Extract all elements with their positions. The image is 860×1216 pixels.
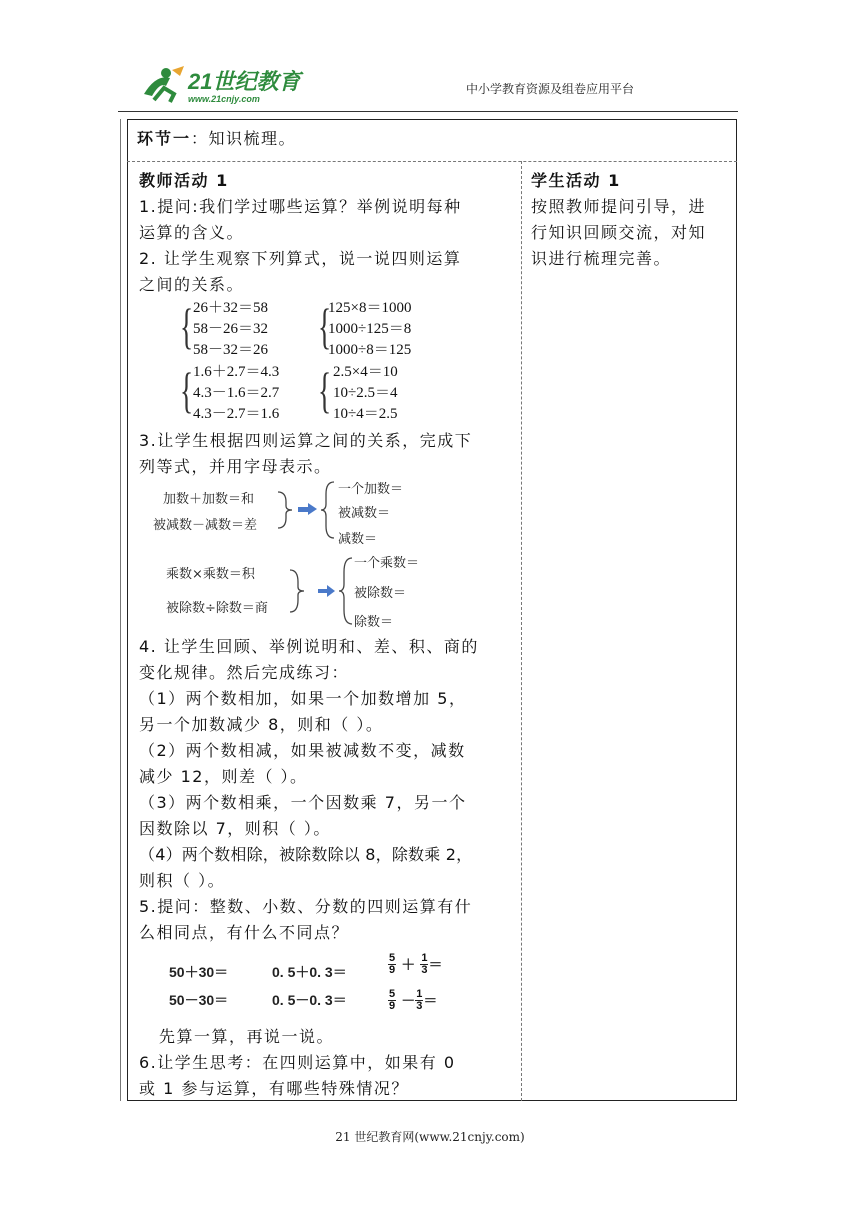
exercise-line: （1）两个数相加，如果一个加数增加 5， [139,689,467,708]
fraction: $\frac{5}{9}$ [389,988,396,1012]
equation: 4.3－2.7＝1.6 [193,406,280,422]
exercise-line: 另一个加数减少 8，则和（ ）。 [139,715,384,734]
platform-name: 中小学教育资源及组卷应用平台 [466,82,635,96]
equation: 10÷2.5＝4 [333,385,398,401]
q4-line: 变化规律。然后完成练习： [139,663,350,682]
equation-group [328,298,411,361]
equals-sign: ＝ [423,992,438,1009]
equation: 2.5×4＝10 [333,364,398,380]
equation-group [333,362,398,425]
minus-sign: － [401,992,416,1009]
equation-group [193,362,279,425]
table-outer-line [120,119,121,1101]
table-row-divider [127,161,737,162]
calc-expression: 50＋30＝ [169,964,229,980]
question-3 [139,428,517,480]
equals-sign: ＝ [428,956,443,973]
q4-line: 4. 让学生回顾、举例说明和、差、积、商的 [139,637,479,656]
calc-expression: 0. 5＋0. 3＝ [272,964,347,980]
q3-line: 3.让学生根据四则运算之间的关系，完成下 [139,431,473,450]
teacher-activity-heading: 教师活动 1 [139,171,229,190]
equation: 1000÷8＝125 [328,342,412,358]
exercise-line: （4）两个数相除，被除数除以 8，除数乘 2， [139,845,473,864]
fraction: $\frac{1}{3}$ [421,952,428,976]
arrow-head-icon [327,585,335,597]
brace: { [180,362,194,418]
relation-left: 被除数÷除数＝商 [166,601,268,616]
relation-right: 一个加数＝ [338,482,404,497]
logo-url: www.21cnjy.com [188,94,260,104]
footer: 21 世纪教育网(www.21cnjy.com) [335,1130,525,1144]
student-line: 行知识回顾交流，对知 [531,223,707,242]
question-6 [139,1024,517,1102]
brace-right-icon [276,490,296,530]
calc-expression: 50－30＝ [169,992,229,1008]
q3-line: 列等式，并用字母表示。 [139,457,332,476]
brace-left-icon [320,480,336,540]
q6-line: 6.让学生思考：在四则运算中，如果有 0 [139,1053,456,1072]
student-line: 按照教师提问引导，进 [531,197,707,216]
arrow-head-icon [308,503,317,515]
plus-sign: ＋ [401,956,416,973]
brace: { [318,298,332,354]
exercise-line: 因数除以 7，则积（ ）。 [139,819,331,838]
fraction-expression [388,953,442,976]
student-line: 识进行梳理完善。 [531,249,672,268]
equation: 4.3－1.6＝2.7 [193,385,280,401]
q5-line: 么相同点，有什么不同点？ [139,923,350,942]
brace: { [180,298,194,354]
relation-right: 除数＝ [354,615,394,630]
exercise-line: （3）两个数相乘，一个因数乘 7，另一个 [139,793,467,812]
q6-line: 或 1 参与运算，有哪些特殊情况？ [139,1079,409,1098]
equation: 58－32＝26 [193,342,269,358]
header-rule [118,111,738,112]
brace: { [318,362,332,418]
brace-right-icon [288,568,308,614]
relation-right: 被减数＝ [338,506,391,521]
q5-line: 5.提问：整数、小数、分数的四则运算有什 [139,897,473,916]
question-1 [139,194,517,298]
q1-line: 运算的含义。 [139,223,245,242]
relation-right: 减数＝ [338,532,378,547]
relation-right: 被除数＝ [354,586,407,601]
relation-left: 加数＋加数＝和 [163,492,255,507]
equation: 1000÷125＝8 [328,321,412,337]
link-title-rest: ：知识梳理。 [191,129,297,148]
exercise-line: 减少 12，则差（ ）。 [139,767,308,786]
equation: 125×8＝1000 [328,300,412,316]
relation-left: 乘数×乘数＝积 [166,567,255,582]
relation-right: 一个乘数＝ [354,556,420,571]
equation: 26＋32＝58 [193,300,269,316]
q2-line: 之间的关系。 [139,275,245,294]
table-column-divider [521,161,522,1101]
equation: 1.6＋2.7＝4.3 [193,364,280,380]
fraction: $\frac{1}{3}$ [416,988,423,1012]
student-activity-heading: 学生活动 1 [531,171,621,190]
brace-left-icon [338,556,354,626]
fraction: $\frac{5}{9}$ [389,952,396,976]
equation: 58－26＝32 [193,321,269,337]
site-logo [136,64,306,106]
question-4 [139,634,517,946]
equation: 10÷4＝2.5 [333,406,398,422]
exercise-line: 则积（ ）。 [139,871,226,890]
q2-line: 2. 让学生观察下列算式，说一说四则运算 [139,249,462,268]
student-activity-text [531,194,731,272]
link-title: 环节一：知识梳理。 [137,129,297,148]
exercise-line: （2）两个数相减，如果被减数不变，减数 [139,741,466,760]
calc-expression: 0. 5－0. 3＝ [272,992,347,1008]
relation-left: 被减数－减数＝差 [153,518,258,533]
q1-line: 1.提问:我们学过哪些运算？举例说明每种 [139,197,462,216]
equation-group [193,298,268,361]
logo-text: 21世纪教育 [188,69,301,94]
fraction-expression [388,989,437,1012]
calc-note: 先算一算，再说一说。 [159,1027,335,1046]
